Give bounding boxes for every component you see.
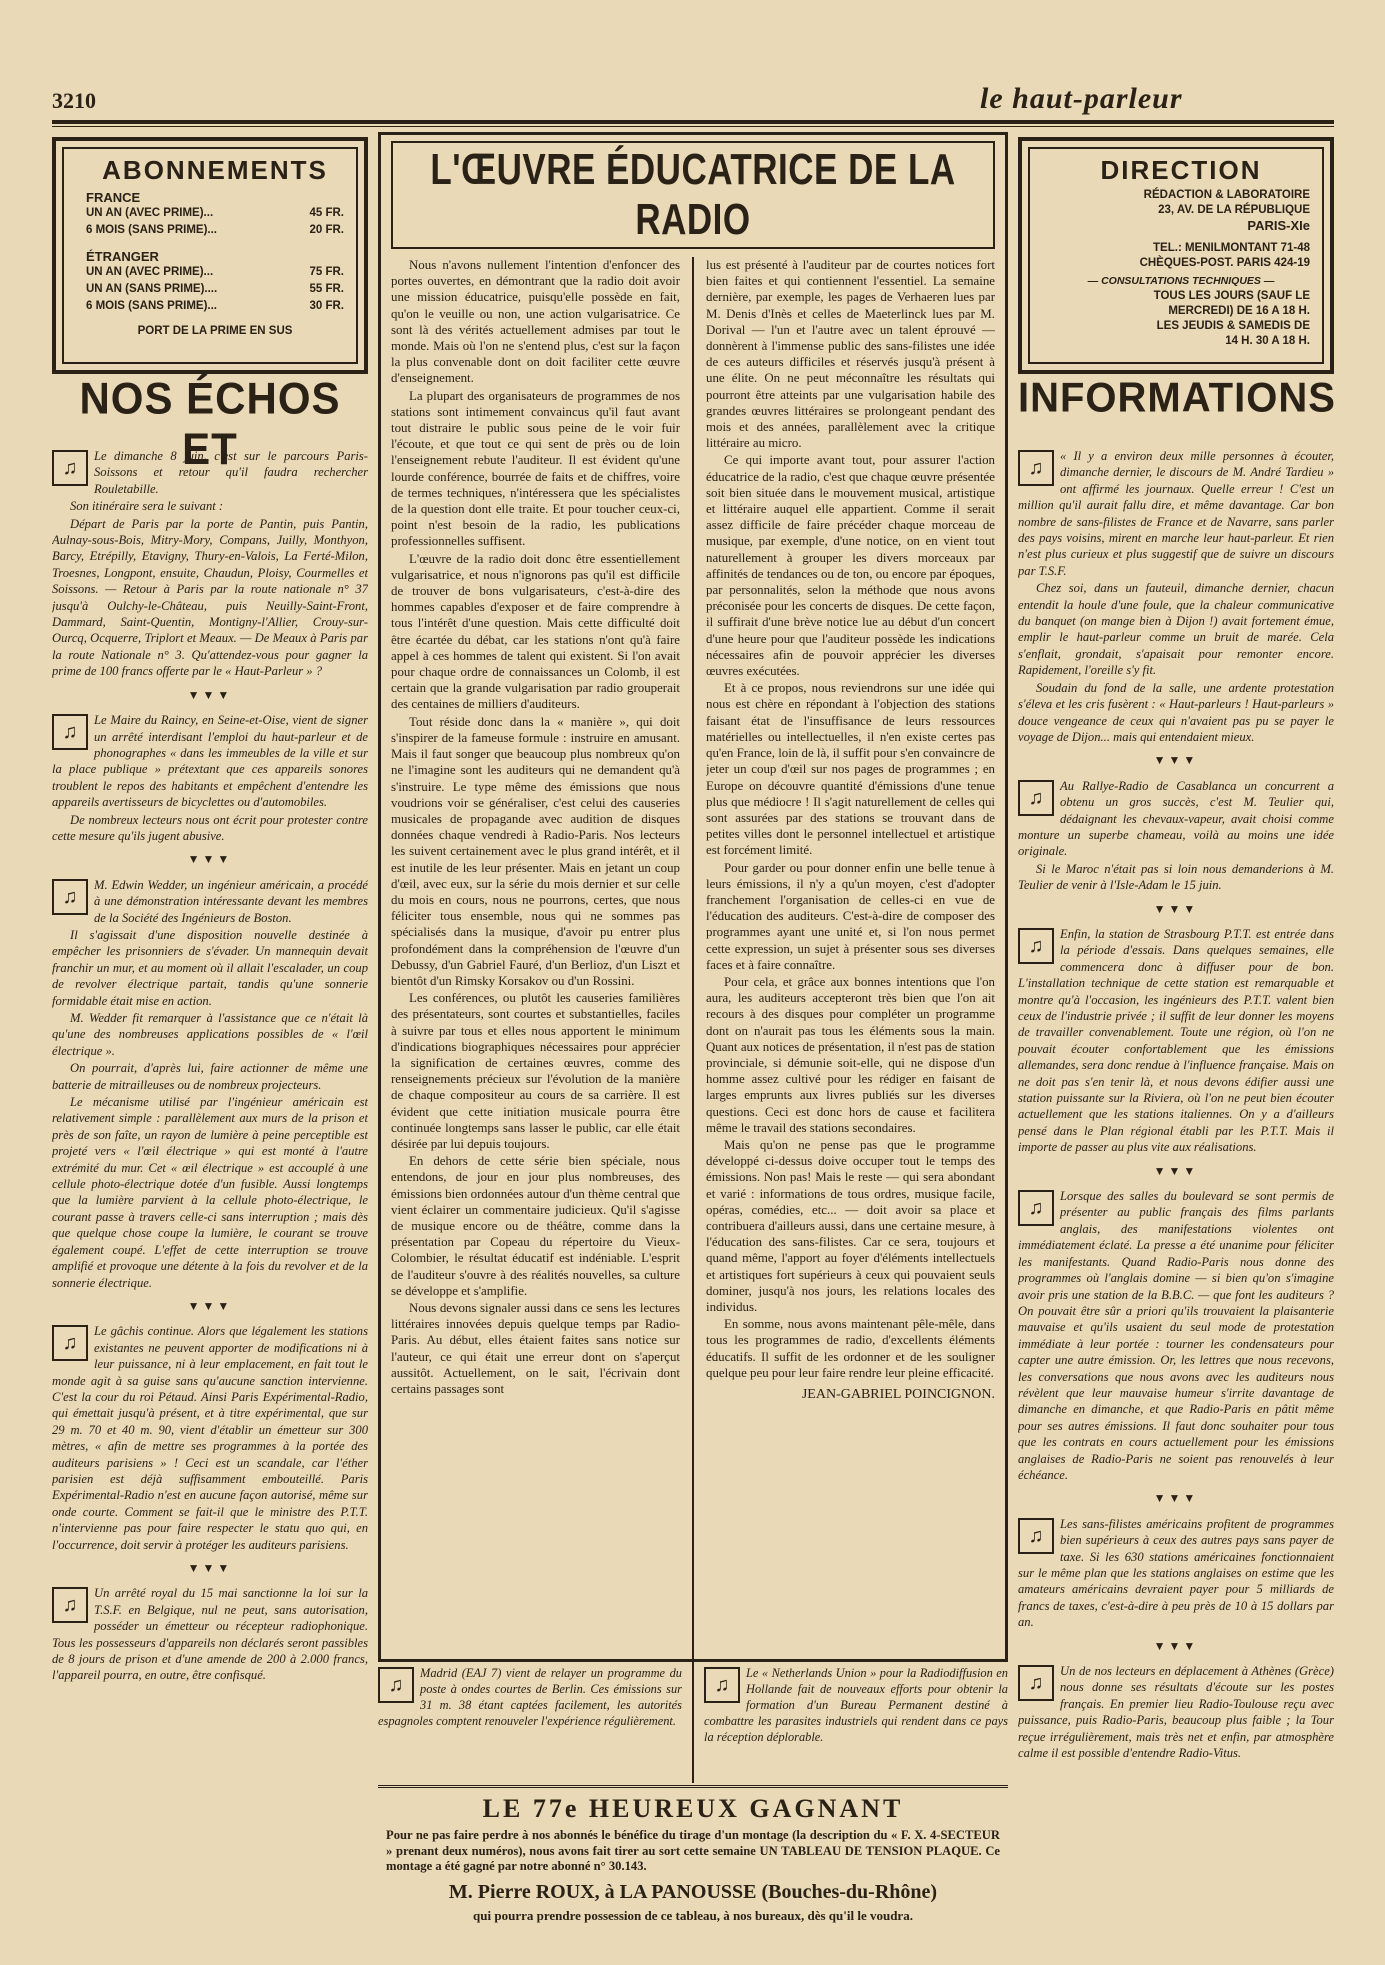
separator: ▼▼▼: [187, 852, 233, 867]
article-paragraph: En dehors de cette série bien spéciale, nous entendons, de jour en jour plus nombreuses, des émissions bien ordonnées autour d'un thème central que vient éclairer un commentaire judicieux. Qu'il s'agisse de musique encore ou de théâtre, comme dans la présentation par Copeau du répertoire du Vieux-Colombier, le résultat éducatif est indéniable. L'esprit de l'auditeur s'ouvre à des réalités nouvelles, sa culture se développe et s'amplifie.: [391, 1154, 680, 1298]
article-paragraph: Les conférences, ou plutôt les causeries familières des présentateurs, sont courtes et substantielles, faciles à suivre par tous et elles nous apportent le minimum d'indications biographiques nécessaires pour apprécier la signification de certaines œuvres, comme des renseignements précieux sur l'évolution de la manière de chaque compositeur au cours de sa carrière. Il est évident que cette initiation musicale pourra être continuée longtemps sans lasser le public, car elle était désirée par lui depuis toujours.: [391, 991, 680, 1151]
madrid-note: ♫ Madrid (EAJ 7) vient de relayer un programme du poste à ondes courtes de Berlin. Ces émissions sur 31 m. 38 étant captées facilement, les autorités espagnoles comptent renouveler l'expérience régulièrement.: [378, 1666, 682, 1728]
separator: ▼▼▼: [1153, 1491, 1199, 1506]
news-paragraph: Un de nos lecteurs en déplacement à Athènes (Grèce) nous donne ses résultats d'écoute sur les postes français. En premier lieu Radio-Toulouse reçu avec puissance, puis Radio-Paris, beaucoup plus faible ; la Tour reçue irrégulièrement, mais très net et enfin, par atmosphère calme il est possible d'entendre Radio-Vitus.: [1018, 1664, 1334, 1761]
news-paragraph: Au Rallye-Radio de Casablanca un concurrent a obtenu un gros succès, c'est M. Teulier qui, dédaignant les chevaux-vapeur, avait choisi comme monture un superbe chameau, voilà au moins une idée originale.: [1018, 778, 1334, 859]
news-paragraph: « Il y a environ deux mille personnes à écouter, dimanche dernier, le discours de M. André Tardieu » ont affirmé les journaux. Quelle erreur ! C'est un million qu'il aurait fallu dire, et même davantage. Car bon nombre de sans-filistes de France et de Navarre, sans parler des pays voisins, mirent en marche leur haut-parleur. Et rien n'est plus curieux et plus suggestif que de suivre un discours par T.S.F.: [1018, 449, 1334, 578]
direction-line2: 23, AV. DE LA RÉPUBLIQUE: [1158, 204, 1310, 216]
news-paragraph: Un arrêté royal du 15 mai sanctionne la loi sur la T.S.F. en Belgique, nul ne peut, sans autorisation, posséder un émetteur ou récepteur radiophonique. Tous les possesseurs d'appareils non déclarés seront passibles de 8 jours de prison et d'une amende de 200 à 2.000 francs, l'appareil pourra, en outre, être confisqué.: [52, 1586, 368, 1683]
price-label: UN AN (AVEC PRIME)...: [86, 266, 214, 278]
separator: ▼▼▼: [187, 687, 233, 702]
news-paragraph: Si le Maroc n'était pas si loin nous demanderions à M. Teulier de venir à l'Isle-Adam le 15 juin.: [1018, 861, 1334, 893]
news-item: [52, 448, 368, 680]
bottom-notes: [378, 1665, 1008, 1783]
price-label: UN AN (SANS PRIME)....: [86, 283, 218, 295]
abonnements-box: [52, 137, 368, 374]
separator: ▼▼▼: [1153, 1163, 1199, 1178]
loudspeaker-icon: ♫: [378, 1667, 414, 1703]
right-column: [1018, 448, 1334, 1953]
price-value: 55 FR.: [309, 283, 344, 295]
article-paragraph: Mais qu'on ne pense pas que le programme développé ci-dessus doive occuper tout le temps des émissions. Non pas! Mais le reste — qui sera abondant et varié : informations de tous ordres, musique facile, opéras, comédies, etc... — doit avoir sa place et contribuera d'ailleurs aussi, dans une certaine mesure, à l'éducation des sans-filistes. Car ce sera, toujours et quand même, l'apport au foyer d'éléments intellectuels et artistiques fort supérieurs à ceux qui pouvaient seuls dominer, jusqu'à nos jours, les relations locales des individus.: [706, 1137, 995, 1314]
abonnements-france: FRANCE: [86, 190, 141, 205]
price-value: 30 FR.: [309, 300, 344, 312]
loudspeaker-icon: ♫: [52, 714, 88, 750]
gagnant-section: [378, 1785, 1008, 1964]
article-paragraph: Pour garder ou pour donner enfin une belle tenue à leurs émissions, il n'y a qu'un moyen, c'est d'adopter franchement l'organisation de celles-ci en vue de l'éducation des auditeurs. C'est-à-dire de composer des programmes ayant une unité et, si l'on nous permet cette expression, un sujet à présenter sous ses diverses faces et à faire connaître.: [706, 860, 995, 972]
separator: ▼▼▼: [1153, 753, 1199, 768]
article-signature: JEAN-GABRIEL POINCIGNON.: [801, 1387, 995, 1403]
loudspeaker-icon: ♫: [1018, 928, 1054, 964]
news-paragraph: Soudain du fond de la salle, une ardente protestation s'éleva et les cris fusèrent : « Haut-parleurs ! Haut-parleurs » douce vengeance de ceux qui n'avaient pas pu se payer le voyage de Dijon... mais qui entendaient mieux.: [1018, 680, 1334, 744]
header-rule-thin: [52, 126, 1334, 127]
separator: ▼▼▼: [1153, 1638, 1199, 1653]
direction-hours3: LES JEUDIS & SAMEDIS DE: [1156, 320, 1310, 332]
notes-divider: [692, 1665, 694, 1783]
loudspeaker-icon: ♫: [704, 1667, 740, 1703]
loudspeaker-icon: ♫: [52, 450, 88, 486]
news-item: [52, 1585, 368, 1683]
price-value: 75 FR.: [309, 266, 344, 278]
article-paragraph: Nous devons signaler aussi dans ce sens les lectures littéraires innovées depuis quelque temps par Radio-Paris. Au début, elles étaient faites sans notice sur l'auteur, ce qui était une erreur dont on s'aperçut aussitôt. Actuellement, on le sait, l'écrivain dont certains passages sont: [391, 1301, 680, 1397]
masthead: le haut-parleur: [980, 82, 1183, 115]
separator: ▼▼▼: [187, 1561, 233, 1575]
price-value: 20 FR.: [309, 224, 344, 236]
news-paragraph: Son itinéraire sera le suivant :: [70, 499, 224, 514]
loudspeaker-icon: ♫: [1018, 1190, 1054, 1226]
header-rule: [52, 120, 1334, 124]
news-paragraph: Chez soi, dans un fauteuil, dimanche dernier, chacun entendit la houle d'une foule, que la chaleur communicative du banquet (on mange bien à Dijon !) avait fortement émue, emplir le haut-parleur comme un bruit de marée. Cela s'enflait, grondait, s'apaisait pour remonter encore. Rapidement, l'oreille s'y fit.: [1018, 581, 1334, 678]
news-paragraph: De nombreux lecteurs nous ont écrit pour protester contre cette mesure qu'ils jugent abusive.: [52, 812, 368, 843]
price-value: 45 FR.: [309, 207, 344, 219]
loudspeaker-icon: ♫: [52, 1325, 88, 1361]
main-title-frame: [391, 141, 995, 249]
direction-consult: — CONSULTATIONS TECHNIQUES —: [1087, 275, 1275, 287]
article-paragraph: Pour cela, et grâce aux bonnes intentions que l'on aura, les auditeurs accepteront très bien que l'on ait recours à des disques pour compléter un programme dont on n'aurait pas tous les éléments sous la main. Quant aux notices de présentation, il n'est pas de station provinciale, si démunie soit-elle, qui ne dispose d'un homme assez cultivé pour les rédiger en faisant de larges emprunts aux livres publiés sur les diverses questions. Ceci est donc hors de cause et facilitera même le travail des stations secondaires.: [706, 974, 995, 1135]
gagnant-winner: M. Pierre ROUX, à LA PANOUSSE (Bouches-du-Rhône): [448, 1880, 938, 1903]
news-paragraph: Le mécanisme utilisé par l'ingénieur américain est relativement simple : parallèlement aux murs de la prison et près de son faîte, un rayon de lumière à peine perceptible est projeté vers « l'œil électrique » qui est monté à l'autre extrémité du mur. Cet « œil électrique » est accouplé à une cellule photo-électrique dotée d'un fusible. Aussi longtemps que la lumière parvient à la cellule photo-électrique, le courant passe à travers celle-ci sans interruption ; mais dès que quelque chose coupe la lumière, le courant se trouve également coupé. L'effet de cette interruption se trouve amplifié et provoque une détente à la fois du revolver et de la sonnerie électrique.: [52, 1095, 368, 1290]
page-number: 3210: [52, 88, 96, 113]
news-item: [52, 877, 368, 1291]
price-row: [86, 264, 344, 281]
article-paragraph: L'œuvre de la radio doit donc être essentiellement vulgarisatrice, et nous n'ignorons pas qu'il est difficile de trouver de bons vulgarisateurs, c'est-à-dire des hommes capables d'exposer et de faire comprendre à tous l'intérêt d'une question. Mais cette difficulté doit être écartée du débat, car les stations n'ont qu'à faire appel à ces hommes de talent qui existent. Si l'on avait pour chaque ordre de connaissances un Colomb, il est certain que la grande vulgarisation par radio grouperait des centaines de milliers d'auditeurs.: [391, 551, 680, 712]
news-paragraph: Les sans-filistes américains profitent de programmes bien supérieurs à ceux des autres pays sans payer de taxe. Si les 630 stations américaines fonctionnaient sur le même plan que les stations anglaises on estime que les amateurs américains devraient payer pour 5 milliards de francs de taxes, c'est-à-dire à peu près de 10 à 15 dollars par an.: [1018, 1516, 1334, 1630]
news-paragraph: Il s'agissait d'une disposition nouvelle destinée à empêcher les prisonniers de s'évader. Un mannequin devait franchir un mur, et au moment où il allait l'escalader, un coup de revolver électrique partait, tandis qu'une sonnerie formidable était mise en action.: [52, 927, 368, 1008]
loudspeaker-icon: ♫: [1018, 780, 1054, 816]
price-label: 6 MOIS (SANS PRIME)...: [86, 224, 217, 236]
price-row: [86, 205, 344, 222]
column-divider: [692, 257, 694, 1677]
article-paragraph: Ce qui importe avant tout, pour assurer l'action éducatrice de la radio, c'est que chaque œuvre présentée soit bien située dans le mouvement musical, artistique et littéraire auquel elle appartient. Comme il serait assez difficile de faire précéder chaque morceau de musique, par exemple, d'une notice, on en vient tout naturellement à grouper les divers morceaux par affinités de tendances ou de ton, ou encore par époques, par personnalités, selon la méthode que nous avons préconisée pour les concerts de disques. De cette façon, il suffirait d'une brève notice lue au début d'un concert d'une heure pour que l'auditeur possède les indications nécessaires afin de pouvoir apprécier les diverses œuvres exécutées.: [706, 453, 995, 679]
abonnements-etranger: ÉTRANGER: [86, 249, 159, 264]
news-paragraph: M. Edwin Wedder, un ingénieur américain, a procédé à une démonstration intéressante devant les membres de la Société des Ingénieurs de Boston.: [94, 877, 368, 925]
news-item: [52, 712, 368, 844]
main-article-title: L'ŒUVRE ÉDUCATRICE DE LA RADIO: [430, 145, 956, 244]
news-item: [1018, 1188, 1334, 1483]
left-column: [52, 448, 368, 1953]
gagnant-footer: qui pourra prendre possession de ce tableau, à nos bureaux, dès qu'il le voudra.: [473, 1907, 913, 1923]
infos-heading: INFORMATIONS: [1018, 374, 1336, 422]
article-paragraph: En somme, nous avons maintenant pêle-mêle, dans tous les programmes de radio, d'excellents éléments éducatifs. Il suffit de les ordonner et de les souligner quelque peu pour leur faire rendre leur pleine efficacité.: [706, 1317, 995, 1380]
direction-line3: PARIS-XIe: [1247, 218, 1310, 233]
news-item: [52, 1323, 368, 1553]
news-item: [1018, 926, 1334, 1156]
news-item: [1018, 1663, 1334, 1761]
main-column-2: [706, 257, 995, 1677]
loudspeaker-icon: ♫: [52, 1587, 88, 1623]
news-paragraph: Le Maire du Raincy, en Seine-et-Oise, vient de signer un arrêté interdisant l'emploi du haut-parleur et de phonographes « dans les immeubles de la ville et sur la place publique » prétextant que ces appareils sonores troublent le repos des habitants et empêchent d'entendre les appareils avertisseurs de bicyclettes ou d'automobiles.: [52, 713, 368, 810]
news-item: [1018, 1516, 1334, 1631]
article-paragraph: Tout réside donc dans la « manière », qui doit s'inspirer de la fameuse formule : instruire en amusant. Mais il faut songer que beaucoup plus nombreux qu'on ne l'imagine sont les auditeurs qui ne demandent qu'à s'instruire. Le type même des émissions que nous voudrions voir se généraliser, c'est celui des causeries musicales de propagande avec audition de disques données chaque vendredi à Radio-Paris. Nos lecteurs les suivent certainement avec le plus grand intérêt, et il est inutile de les leur présenter. Mais en jetant un coup d'œil, avec eux, sur la série du mois dernier et sur celle du mois en cours, nous ne pourrons, certes, que nous féliciter tous ensemble, nous qui ne sommes pas spécialisés dans la musique, d'avoir pu entrer plus profondément dans la compréhension de l'œuvre d'un Debussy, d'un Gabriel Fauré, d'un Berlioz, d'un Liszt et bientôt d'un Rimsky Korsakov ou d'un Rossini.: [391, 714, 680, 988]
news-paragraph: On pourrait, d'après lui, faire actionner de même une batterie de mitrailleuses ou de nombreux projecteurs.: [52, 1061, 368, 1092]
news-paragraph: Enfin, la station de Strasbourg P.T.T. est entrée dans la période d'essais. Dans quelques semaines, elle commencera donc à diffuser pour de bon. L'installation technique de cette station est remarquable et montre qu'à l'occasion, les ingénieurs des P.T.T. valent bien ceux de l'industrie privée ; il suffit de leur donner les moyens de travailler convenablement. Toute une région, où l'on ne pouvait écouter confortablement que les émissions allemandes, sera donc rendue à l'influence française. Mais on ne doit pas s'en tenir là, et nous devons édifier aussi une station puissante sur la Riviera, où l'on ne peut bien écouter actuellement que les stations italiennes. On y a d'ailleurs pensé dans le Plan régional établi par les P.T.T. Mais il importe de passer au plus vite aux réalisations.: [1018, 926, 1334, 1155]
article-paragraph: La plupart des organisateurs de programmes de nos stations sont intimement convaincus qu'il faut avant tout distraire le public sous peine de le voir fuir l'écoute, et que tout ce qui sent de près ou de loin l'enseignement rebute l'auditeur. Il est évident qu'une lourde conférence, bourrée de faits et de chiffres, voire de termes techniques, n'intéressera que les spécialistes de la question dont elle traite. Et pour toucher ceux-ci, point n'est besoin de la radio, les publications professionnelles suffisent.: [391, 388, 680, 549]
news-paragraph: Départ de Paris par la porte de Pantin, puis Pantin, Aulnay-sous-Bois, Mitry-Mory, Compans, Juilly, Monthyon, Barcy, Etrépilly, Etavigny, Thury-en-Valois, La Ferté-Milon, Troesnes, Longpont, ensuite, Chaudun, Ploisy, Courmelles et Soissons. — Retour à Paris par la route nationale n° 37 jusqu'à Oulchy-le-Château, puis Neuilly-Saint-Front, Dammard, Saint-Quentin, Montigny-l'Allier, Crouy-sur-Ourcq, Ocquerre, Triplort et Meaux. — De Meaux à Paris par la route Nationale n° 3. Qu'attendez-vous pour gagner la prime de 100 francs offerte par le « Haut-Parleur » ?: [52, 516, 368, 679]
direction-hours1: TOUS LES JOURS (SAUF LE: [1153, 290, 1310, 302]
article-paragraph: Et à ce propos, nous reviendrons sur une idée qui nous est chère en répondant à l'objection des stations faisant état de l'insuffisance de leurs ressources matérielles ou intellectuelles, il n'en existe certes pas qu'en France, loin de là, il suffit pour s'en convaincre de jeter un coup d'œil sur nos pages de programmes ; en Europe on découvre quantité d'émissions d'une tenue plus que médiocre ! Il s'agit naturellement de celles qui sont assurées par des stations se trouvant dans de petites villes dont le personnel intellectuel et artistique est forcément limité.: [706, 681, 995, 858]
news-paragraph: M. Wedder fit remarquer à l'assistance que ce n'était là qu'une des nombreuses applications possibles de « l'œil électrique ».: [52, 1011, 368, 1058]
direction-hours2: MERCREDI) DE 16 A 18 H.: [1168, 305, 1310, 317]
news-paragraph: Lorsque des salles du boulevard se sont permis de présenter au public français des films parlants anglais, des manifestations violentes ont immédiatement éclaté. La presse a été unanime pour féliciter les manifestants. Quand Radio-Paris nous donne des programmes où l'anglais domine — si bien qu'on s'imagine avoir pris une station de la B.B.C. — que font les auditeurs ? On pouvait être sûr a priori qu'ils trouvaient la plaisanterie mauvaise et qu'ils usaient du seul mode de protestation immédiate à leur portée : tourner les condensateurs pour capter une autre émission. Or, les lettres que nous recevons, les conversations que nous avons avec les auditeurs nous révèlent que leur mauvaise humeur s'irrite davantage de dimanche en dimanche, et que Radio-Paris en pâtit même pour ses autres émissions. Il faut donc souhaiter pour tous que les contrats en cours actuellement pour les émissions anglaises de Radio-Paris ne soient pas renouvelés à leur échéance.: [1018, 1189, 1334, 1482]
price-row: [86, 281, 344, 298]
direction-line1: RÉDACTION & LABORATOIRE: [1143, 189, 1310, 201]
main-column-1: [391, 257, 680, 1677]
gagnant-text: Pour ne pas faire perdre à nos abonnés le bénéfice du tirage d'un montage (la description du « F. X. 4-SECTEUR » prenant deux numéros), nous avons fait tirer au sort cette semaine UN TABLEAU DE TENSION PLAQUE. Ce montage a été gagné par notre abonné n° 30.143.: [386, 1828, 1000, 1873]
price-label: UN AN (AVEC PRIME)...: [86, 207, 214, 219]
news-paragraph: Le gâchis continue. Alors que légalement les stations existantes ne peuvent apporter de modifications ni à leur puissance, ni à leur emplacement, en fait tout le monde agit à sa guise sans qu'aucune sanction intervienne. C'est la cour du roi Pétaud. Ainsi Paris Expérimental-Radio, qui émettait jusqu'à présent, et à titre expérimental, que sur 29 m. 70 et 40 m. 90, vient d'établir un émetteur sur 300 mètres, « afin de mettre ses programmes à la portée des auditeurs parisiens » ! Ceci est un scandale, car l'éther parisien est déjà suffisamment embouteillé. Paris Expérimental-Radio n'est en aucune façon autorisé, même sur onde courte. Comment se fait-il que le ministre des P.T.T. n'intervienne pas pour faire respecter le statu quo qui, en l'occurrence, doit servir à protéger les auditeurs parisiens.: [52, 1324, 368, 1552]
loudspeaker-icon: ♫: [1018, 450, 1054, 486]
direction-tel: TEL.: MENILMONTANT 71-48: [1153, 242, 1310, 254]
direction-box: [1018, 137, 1334, 374]
main-article-box: [378, 132, 1008, 1662]
separator: ▼▼▼: [1153, 901, 1199, 916]
gagnant-title: LE 77e HEUREUX GAGNANT: [482, 1794, 904, 1823]
loudspeaker-icon: ♫: [52, 879, 88, 915]
netherlands-note: ♫ Le « Netherlands Union » pour la Radiodiffusion en Hollande fait de nouveaux efforts pour obtenir la formation d'un Bureau Permanent destiné à combattre les parasites industriels qui rendent dans ce pays la réception déplorable.: [704, 1666, 1008, 1744]
echos-heading: NOS ÉCHOS ET: [79, 373, 341, 474]
news-paragraph: Le dimanche 8 juin, c'est sur le parcours Paris-Soissons et retour qu'il faudra rechercher Rouletabille.: [94, 449, 368, 496]
abonnements-note: PORT DE LA PRIME EN SUS: [137, 325, 293, 337]
direction-hours4: 14 H. 30 A 18 H.: [1225, 335, 1310, 347]
article-paragraph: Nous n'avons nullement l'intention d'enfoncer des portes ouvertes, en démontrant que la radio doit avoir une mission éducatrice, puisqu'elle possède en fait, qu'on le veuille ou non, une action vulgarisatrice. Ce sont là des vérités actuellement admises par tout le monde. Mais où l'on ne s'entend plus, c'est sur la façon la plus convenable dont on doit faciliter cette œuvre d'enseignement.: [391, 258, 680, 386]
price-row: [86, 222, 344, 239]
loudspeaker-icon: ♫: [1018, 1518, 1054, 1554]
direction-cheques: CHÈQUES-POST. PARIS 424-19: [1139, 257, 1310, 269]
article-paragraph: lus est présenté à l'auditeur par de courtes notices fort bien faites et qui contiennent l'essentiel. La semaine dernière, par exemple, les pages de Verhaeren lues par M. Denis d'Inès et celles de Maeterlinck lues par M. Dorival — l'un et l'autre avec un talent éprouvé — donnèrent à l'immense public des sans-filistes une idée de ces auteurs difficiles et réservés jusqu'à présent à une élite. On ne peut méconnaître les résultats qui pourront être atteints par une vulgarisation habile des grandes œuvres littéraires se prolongeant pendant des mois et des années, parallèlement avec la critique littéraire au micro.: [706, 258, 995, 451]
abonnements-title: ABONNEMENTS: [102, 155, 328, 185]
price-row: [86, 298, 344, 315]
price-label: 6 MOIS (SANS PRIME)...: [86, 300, 217, 312]
news-item: [1018, 448, 1334, 745]
direction-title: DIRECTION: [1100, 155, 1262, 185]
news-item: [1018, 778, 1334, 894]
loudspeaker-icon: ♫: [1018, 1665, 1054, 1701]
separator: ▼▼▼: [187, 1298, 233, 1313]
